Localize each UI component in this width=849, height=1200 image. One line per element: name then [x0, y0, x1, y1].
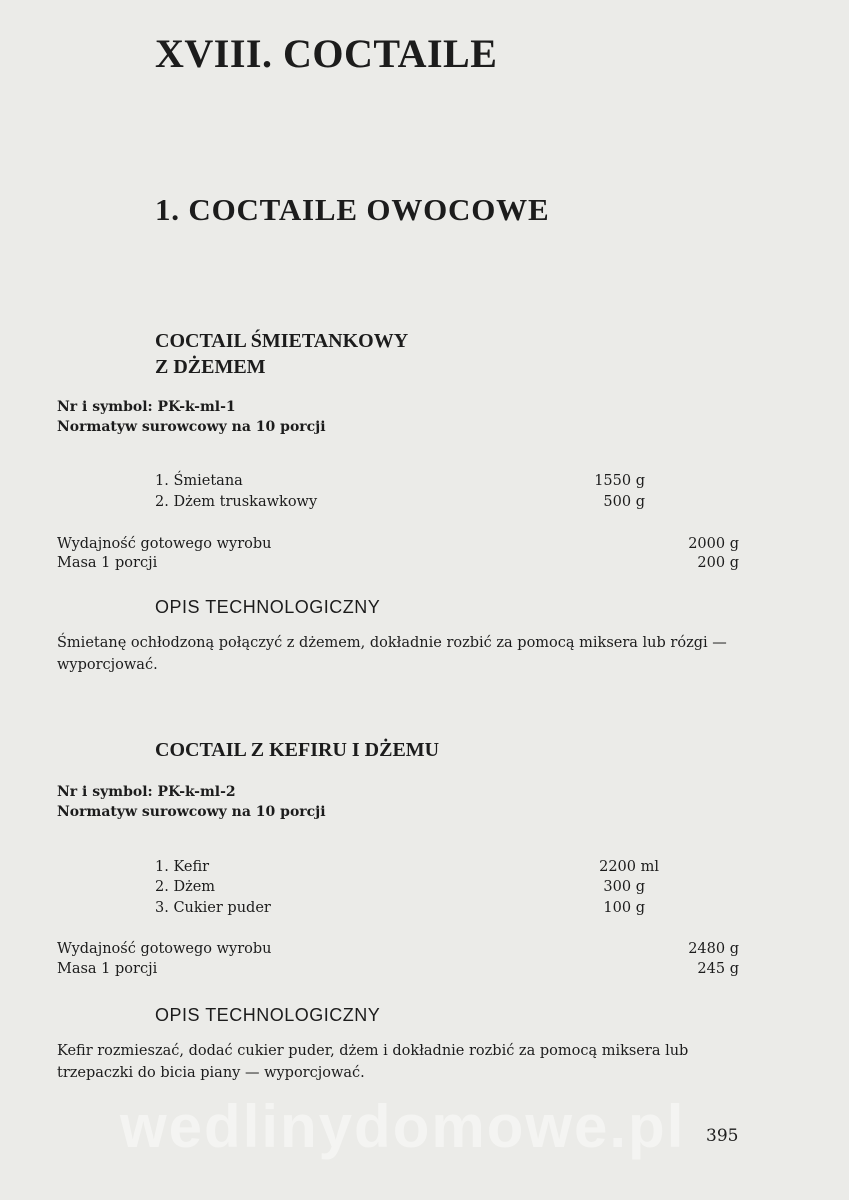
ingredient-qty: 500 g: [603, 494, 645, 510]
recipe-1-ingredient-row: [155, 471, 645, 492]
chapter-title: XVIII. COCTAILE: [155, 31, 498, 76]
portion-value: 200 g: [697, 555, 739, 571]
recipe-1-symbol: Nr i symbol: PK-k-ml-1: [57, 399, 236, 415]
recipe-2-description: Kefir rozmieszać, dodać cukier puder, dżem i dokładnie rozbić za pomocą miksera lub trzepaczki do bicia piany — wyporcjować.: [57, 1043, 689, 1081]
ingredient-name: 1. Kefir: [155, 859, 210, 875]
recipe-1-ingredient-row: [155, 492, 645, 513]
recipe-1-yield-row: [57, 534, 739, 554]
recipe-2-title: [155, 737, 439, 763]
section-title: 1. COCTAILE OWOCOWE: [155, 192, 550, 227]
recipe-1-title-line2: Z DŻEMEM: [155, 356, 266, 378]
recipe-1-description: Śmietanę ochłodzoną połączyć z dżemem, dokładnie rozbić za pomocą miksera lub rózgi — wyporcjować.: [57, 635, 727, 673]
ingredient-name: 1. Śmietana: [155, 473, 243, 489]
portion-value: 245 g: [697, 961, 739, 977]
recipe-2-ingredient-row: [155, 857, 659, 878]
ingredient-qty: 100 g: [603, 900, 645, 916]
yield-value: 2480 g: [688, 941, 739, 957]
recipe-1-title: [155, 328, 408, 380]
ingredient-name: 2. Dżem: [155, 879, 216, 895]
ingredient-qty: 1550 g: [594, 473, 645, 489]
ingredient-name: 3. Cukier puder: [155, 900, 271, 916]
recipe-1-title-line1: COCTAIL ŚMIETANKOWY: [155, 330, 409, 352]
portion-label: Masa 1 porcji: [57, 555, 158, 571]
recipe-2-opis-heading: OPIS TECHNOLOGICZNY: [155, 1005, 381, 1025]
ingredient-name: 2. Dżem truskawkowy: [155, 494, 318, 510]
yield-label: Wydajność gotowego wyrobu: [57, 941, 272, 957]
ingredient-qty: 2200 ml: [599, 859, 659, 875]
yield-value: 2000 g: [688, 536, 739, 552]
yield-label: Wydajność gotowego wyrobu: [57, 536, 272, 552]
recipe-2-ingredient-row: [155, 877, 645, 898]
portion-label: Masa 1 porcji: [57, 961, 158, 977]
ingredient-qty: 300 g: [603, 879, 645, 895]
recipe-2-norm: Normatyw surowcowy na 10 porcji: [57, 804, 326, 820]
watermark: wedlinydomowe.pl: [120, 1093, 686, 1160]
recipe-2-yield-row: [57, 939, 739, 959]
recipe-1-opis-heading: OPIS TECHNOLOGICZNY: [155, 597, 381, 617]
recipe-1-norm: Normatyw surowcowy na 10 porcji: [57, 419, 326, 435]
recipe-1-portion-row: [57, 553, 739, 573]
recipe-2-title-line1: COCTAIL Z KEFIRU I DŻEMU: [155, 739, 440, 761]
page-number: 395: [706, 1126, 739, 1146]
recipe-2-portion-row: [57, 959, 739, 979]
recipe-2-symbol: Nr i symbol: PK-k-ml-2: [57, 784, 236, 800]
recipe-2-ingredient-row: [155, 898, 645, 919]
